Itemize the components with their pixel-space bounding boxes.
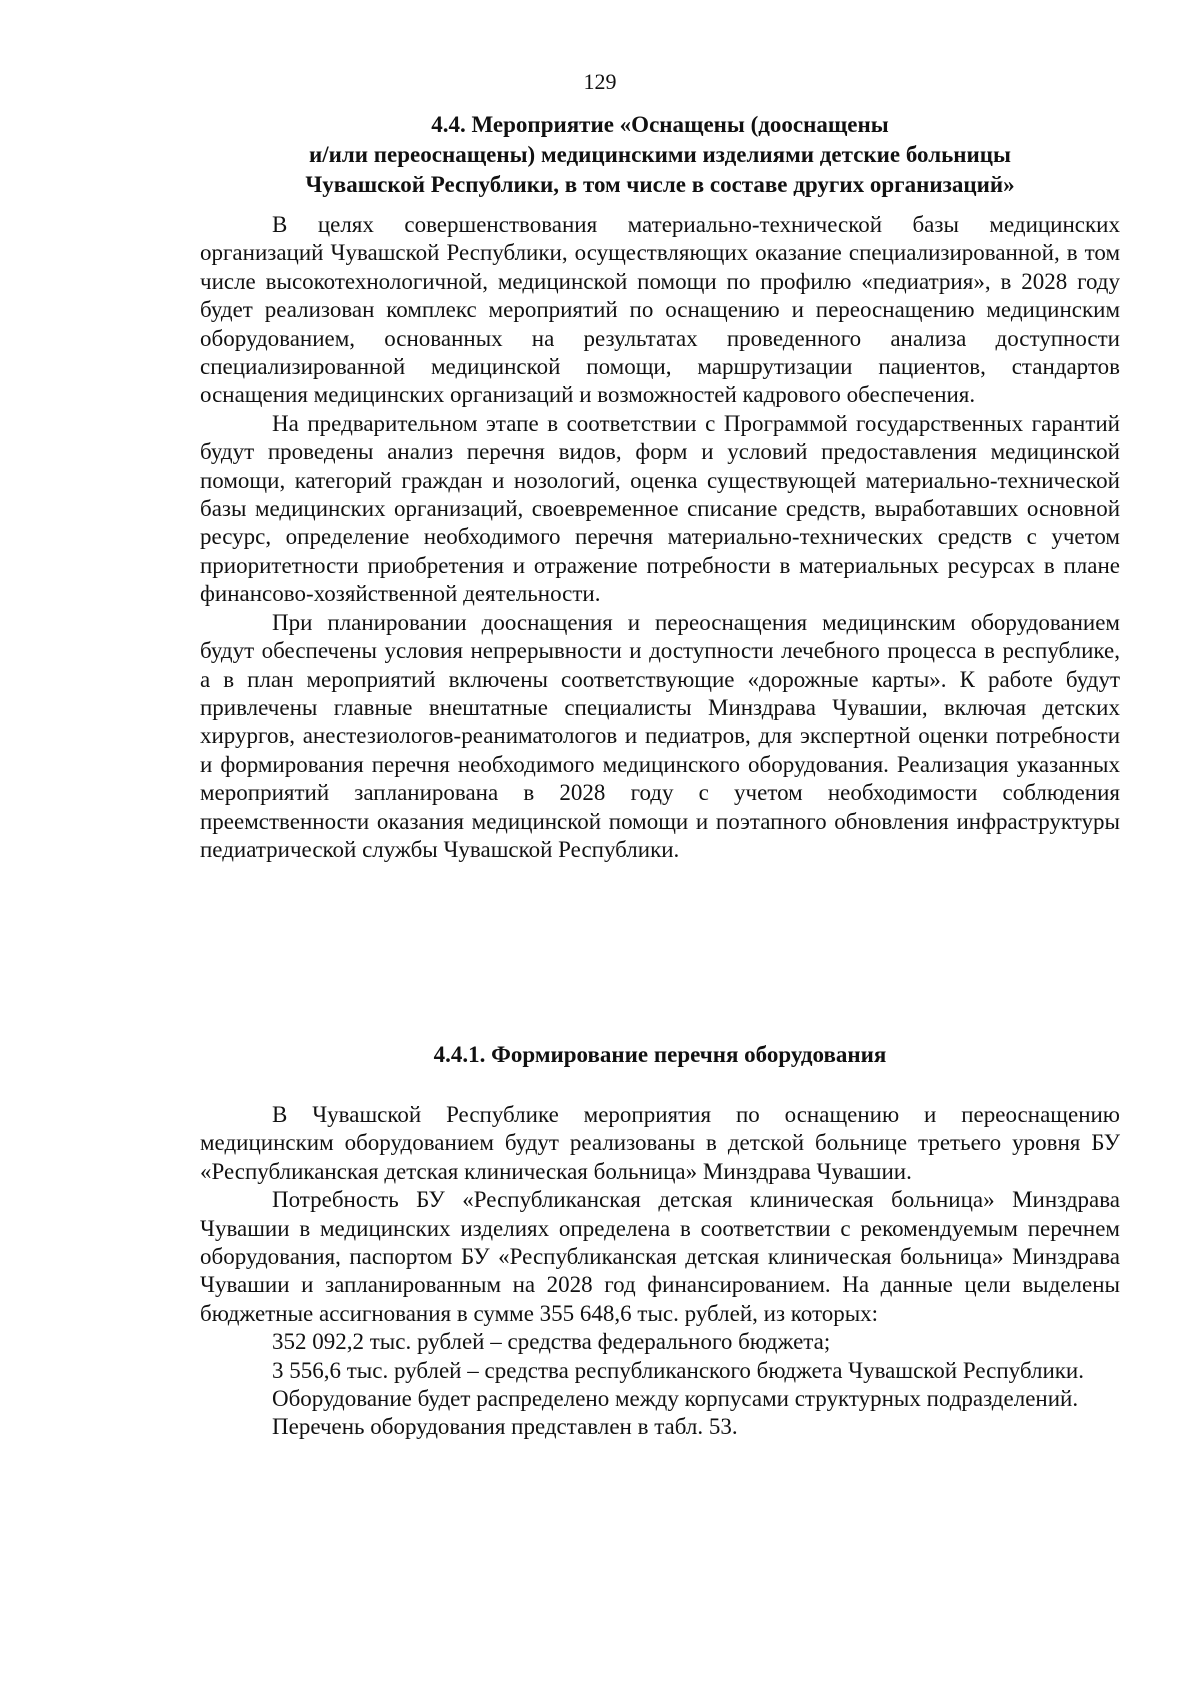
- section-title: [200, 110, 1120, 200]
- subsection-title: 4.4.1. Формирование перечня оборудования: [433, 1042, 887, 1067]
- paragraph: В целях совершенствования материально-технической базы медицинских организаций Чувашской Республики, осуществляющих оказание специализированной, в том числе высокотехнологичной, медицинской помощи по профилю «педиатрия», в 2028 году будет реализован комплекс мероприятий по оснащению и переоснащению медицинским оборудованием, основанных на результатах проведенного анализа доступности специализированной медицинской помощи, маршрутизации пациентов, стандартов оснащения медицинских организаций и возможностей кадрового обеспечения.: [200, 212, 1120, 408]
- section-title-line: и/или переоснащены) медицинскими изделиями детские больницы: [308, 142, 1012, 167]
- section-title-line: Чувашской Республики, в том числе в составе других организаций»: [305, 172, 1015, 197]
- section-title-line: 4.4. Мероприятие «Оснащены (дооснащены: [431, 112, 889, 137]
- paragraph: 352 092,2 тыс. рублей – средства федерального бюджета;: [272, 1329, 831, 1355]
- paragraph: На предварительном этапе в соответствии с Программой государственных гарантий будут проведены анализ перечня видов, форм и условий предоставления медицинской помощи, категорий граждан и нозологий, оценка существующей материально-технической базы медицинских организаций, своевременное списание средств, выработавших основной ресурс, определение необходимого перечня материально-технических средств с учетом приоритетности приобретения и отражение потребности в материальных ресурсах в плане финансово-хозяйственной деятельности.: [200, 410, 1120, 607]
- paragraph: Оборудование будет распределено между корпусами структурных подразделений.: [272, 1386, 1079, 1412]
- paragraph: При планировании дооснащения и переоснащения медицинским оборудованием будут обеспечены условия непрерывности и доступности лечебного процесса в республике, а в план мероприятий включены соответствующие «дорожные карты». К работе будут привлечены главные внештатные специалисты Минздрава Чувашии, включая детских хирургов, анестезиологов-реаниматологов и педиатров, для экспертной оценки потребности и формирования перечня необходимого медицинского оборудования. Реализация указанных мероприятий запланирована в 2028 году с учетом необходимости соблюдения преемственности оказания медицинской помощи и поэтапного обновления инфраструктуры педиатрической службы Чувашской Республики.: [200, 609, 1120, 862]
- page-number: 129: [583, 69, 617, 94]
- subsection-body: [200, 1101, 1120, 1442]
- paragraph: 3 556,6 тыс. рублей – средства республиканского бюджета Чувашской Республики.: [272, 1357, 1084, 1383]
- paragraph: В Чувашской Республике мероприятия по оснащению и переоснащению медицинским оборудованием будут реализованы в детской больнице третьего уровня БУ «Республиканская детская клиническая больница» Минздрава Чувашии.: [200, 1102, 1120, 1184]
- paragraph: Потребность БУ «Республиканская детская клиническая больница» Минздрава Чувашии в медицинских изделиях определена в соответствии с рекомендуемым перечнем оборудования, паспортом БУ «Республиканская детская клиническая больница» Минздрава Чувашии и запланированным на 2028 год финансированием. На данные цели выделены бюджетные ассигнования в сумме 355 648,6 тыс. рублей, из которых:: [200, 1187, 1120, 1326]
- section-body: [200, 211, 1120, 864]
- paragraph: Перечень оборудования представлен в табл. 53.: [272, 1414, 738, 1440]
